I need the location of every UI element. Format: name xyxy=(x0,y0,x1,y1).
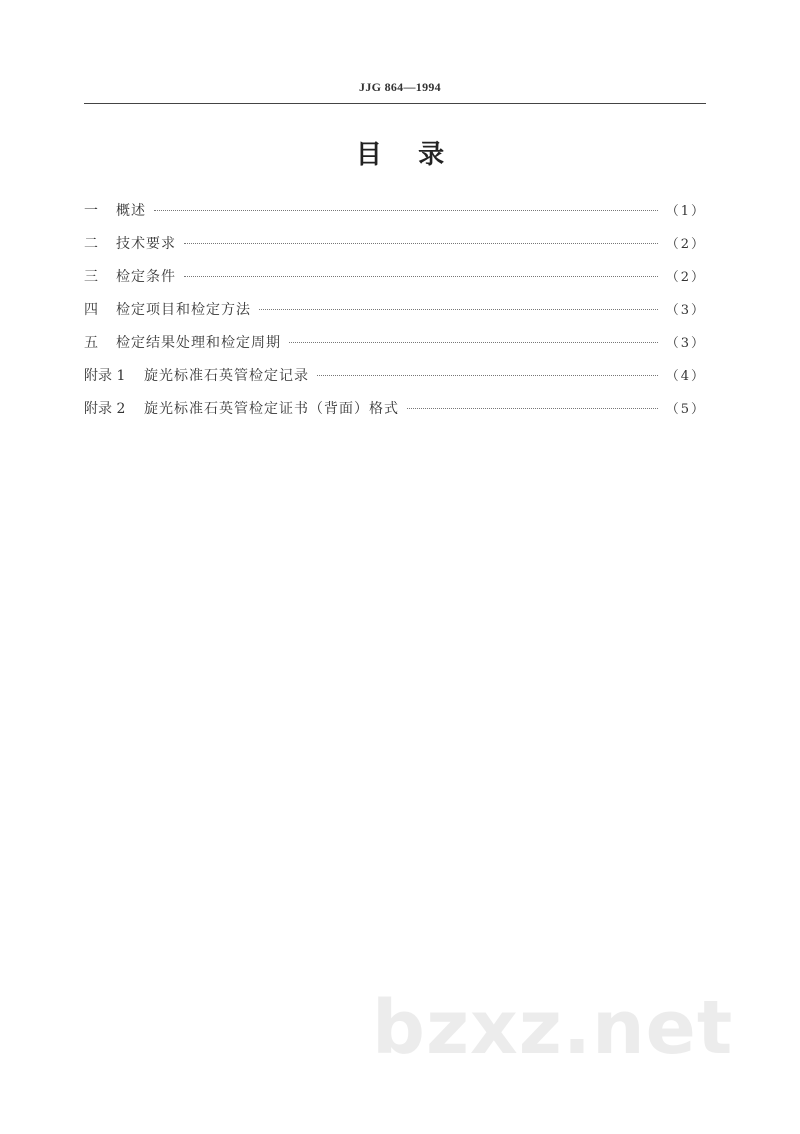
toc-list xyxy=(84,200,706,431)
header-rule xyxy=(84,103,706,104)
toc-entry-2[interactable] xyxy=(84,233,706,266)
toc-entry-page: （5） xyxy=(665,402,706,417)
toc-entry-label: 技术要求 xyxy=(116,236,176,252)
toc-entry-page: （3） xyxy=(665,303,706,318)
toc-entry-number: 附录 2 xyxy=(84,401,126,417)
toc-entry-page: （2） xyxy=(665,270,706,285)
toc-entry-label: 概述 xyxy=(116,203,146,219)
toc-entry-number: 五 xyxy=(84,335,98,351)
toc-title: 目 录 xyxy=(355,140,445,170)
toc-entry-page: （1） xyxy=(665,204,706,219)
dot-leader xyxy=(317,375,658,376)
toc-entry-number: 三 xyxy=(84,269,98,285)
toc-entry-1[interactable] xyxy=(84,200,706,233)
dot-leader xyxy=(184,276,658,277)
toc-entry-page: （2） xyxy=(665,237,706,252)
toc-entry-label: 检定结果处理和检定周期 xyxy=(116,335,281,351)
standard-code-header: JJG 864—1994 xyxy=(359,80,441,94)
toc-entry-label: 检定条件 xyxy=(116,269,176,285)
toc-entry-label: 旋光标准石英管检定记录 xyxy=(144,368,309,384)
dot-leader xyxy=(407,408,658,409)
toc-entry-number: 二 xyxy=(84,236,98,252)
toc-entry-page: （4） xyxy=(665,369,706,384)
toc-entry-number: 四 xyxy=(84,302,98,318)
dot-leader xyxy=(184,243,658,244)
toc-entry-label: 旋光标准石英管检定证书（背面）格式 xyxy=(144,401,399,417)
dot-leader xyxy=(259,309,658,310)
toc-entry-appendix-1[interactable] xyxy=(84,365,706,398)
dot-leader xyxy=(154,210,658,211)
toc-entry-4[interactable] xyxy=(84,299,706,332)
toc-entry-number: 附录 1 xyxy=(84,368,126,384)
dot-leader xyxy=(289,342,658,343)
toc-entry-3[interactable] xyxy=(84,266,706,299)
toc-entry-appendix-2[interactable] xyxy=(84,398,706,431)
watermark: bzxz.net xyxy=(372,985,734,1071)
toc-entry-number: 一 xyxy=(84,203,98,219)
toc-entry-label: 检定项目和检定方法 xyxy=(116,302,251,318)
toc-entry-page: （3） xyxy=(665,336,706,351)
toc-entry-5[interactable] xyxy=(84,332,706,365)
